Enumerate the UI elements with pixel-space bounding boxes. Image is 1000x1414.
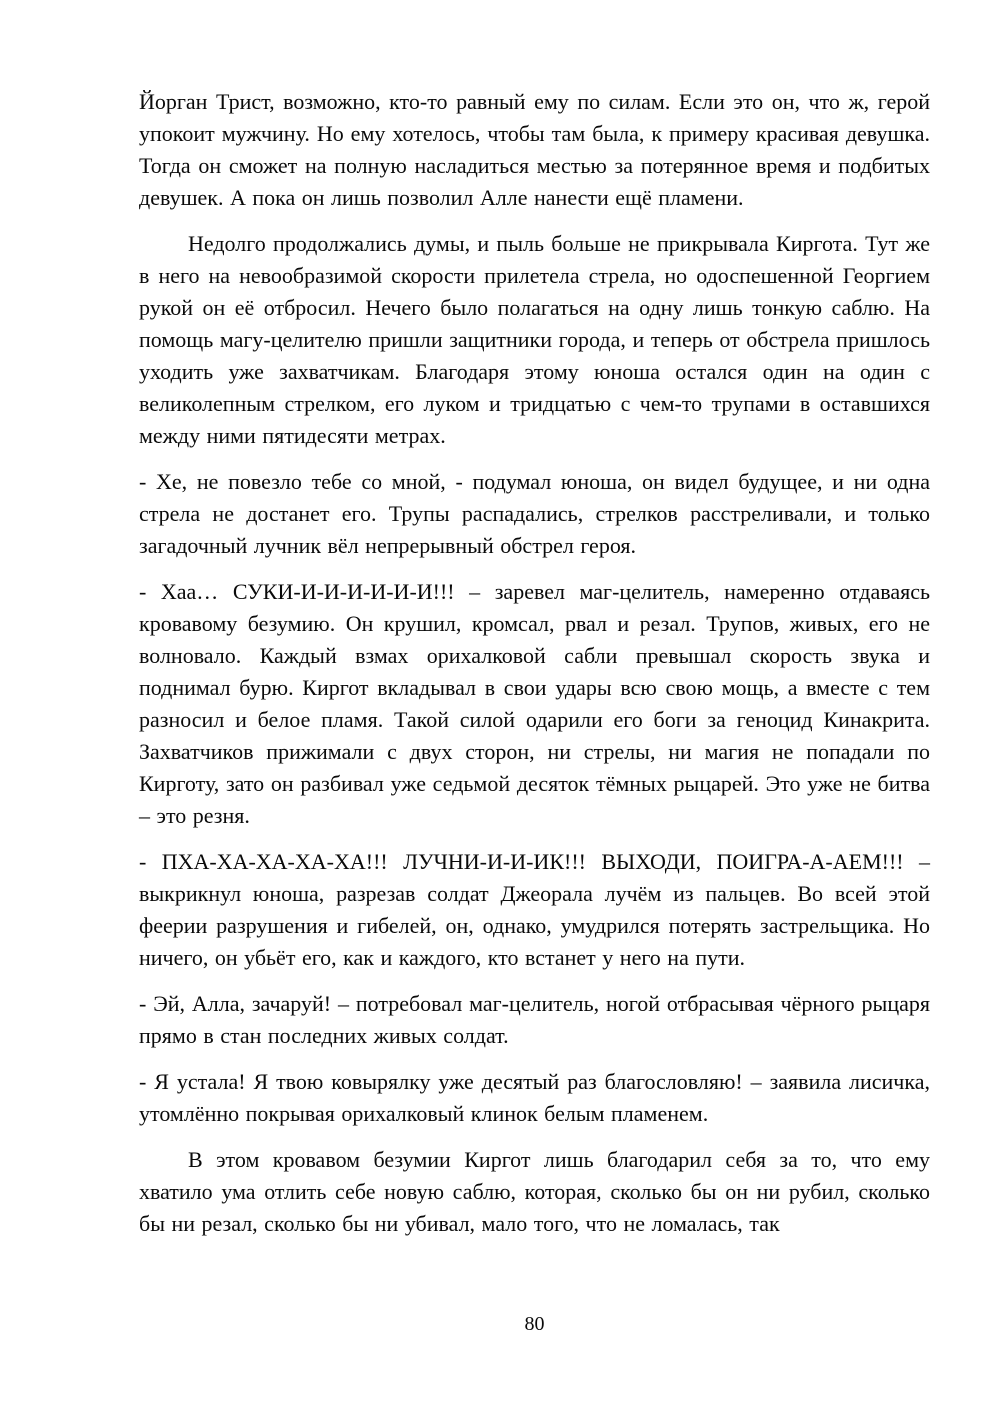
paragraph: В этом кровавом безумии Киргот лишь благодарил себя за то, что ему хватило ума отлить себе новую саблю, которая, сколько бы он ни рубил, сколько бы ни резал, сколько бы ни убивал, мало того, что не ломалась, так	[139, 1147, 930, 1236]
paragraph: - Хе, не повезло тебе со мной, - подумал юноша, он видел будущее, и ни одна стрела не достанет его. Трупы распадались, стрелков расстреливали, и только загадочный лучник вёл непрерывный обстрел героя.	[139, 469, 930, 558]
paragraph: - Эй, Алла, зачаруй! – потребовал маг-целитель, ногой отбрасывая чёрного рыцаря прямо в стан последних живых солдат.	[139, 991, 930, 1048]
paragraph: Йорган Трист, возможно, кто-то равный ему по силам. Если это он, что ж, герой упокоит мужчину. Но ему хотелось, чтобы там была, к примеру красивая девушка. Тогда он сможет на полную насладиться местью за потерянное время и подбитых девушек. А пока он лишь позволил Алле нанести ещё пламени.	[139, 89, 930, 210]
text-block	[139, 86, 930, 1254]
paragraph: - Я устала! Я твою ковырялку уже десятый раз благословляю! – заявила лисичка, утомлённо покрывая орихалковый клинок белым пламенем.	[139, 1069, 930, 1126]
paragraph: Недолго продолжались думы, и пыль больше не прикрывала Киргота. Тут же в него на невообразимой скорости прилетела стрела, но одоспешенной Георгием рукой он её отбросил. Нечего было полагаться на одну лишь тонкую саблю. На помощь магу-целителю пришли защитники города, и теперь от обстрела пришлось уходить уже захватчикам. Благодаря этому юноша остался один на один с великолепным стрелком, его луком и тридцатью с чем-то трупами в оставшихся между ними пятидесяти метрах.	[139, 231, 930, 448]
paragraph: - ПХА-ХА-ХА-ХА-ХА!!! ЛУЧНИ-И-И-ИК!!! ВЫХОДИ, ПОИГРА-А-АЕМ!!! – выкрикнул юноша, разрезав солдат Джеорала лучём из пальцев. Во всей этой феерии разрушения и гибелей, он, однако, умудрился потерять застрельщика. Но ничего, он убьёт его, как и каждого, кто встанет у него на пути.	[139, 849, 930, 970]
paragraph: - Хаа… СУКИ-И-И-И-И-И-И!!! – заревел маг-целитель, намеренно отдаваясь кровавому безумию. Он крушил, кромсал, рвал и резал. Трупов, живых, его не волновало. Каждый взмах орихалковой сабли превышал скорость звука и поднимал бурю. Киргот вкладывал в свои удары всю свою мощь, а вместе с тем разносил и белое пламя. Такой силой одарили его боги за геноцид Кинакрита. Захватчиков прижимали с двух сторон, ни стрелы, ни магия не попадали по Кирготу, зато он разбивал уже седьмой десяток тёмных рыцарей. Это уже не битва – это резня.	[139, 579, 930, 828]
page-number: 80	[524, 1313, 545, 1335]
